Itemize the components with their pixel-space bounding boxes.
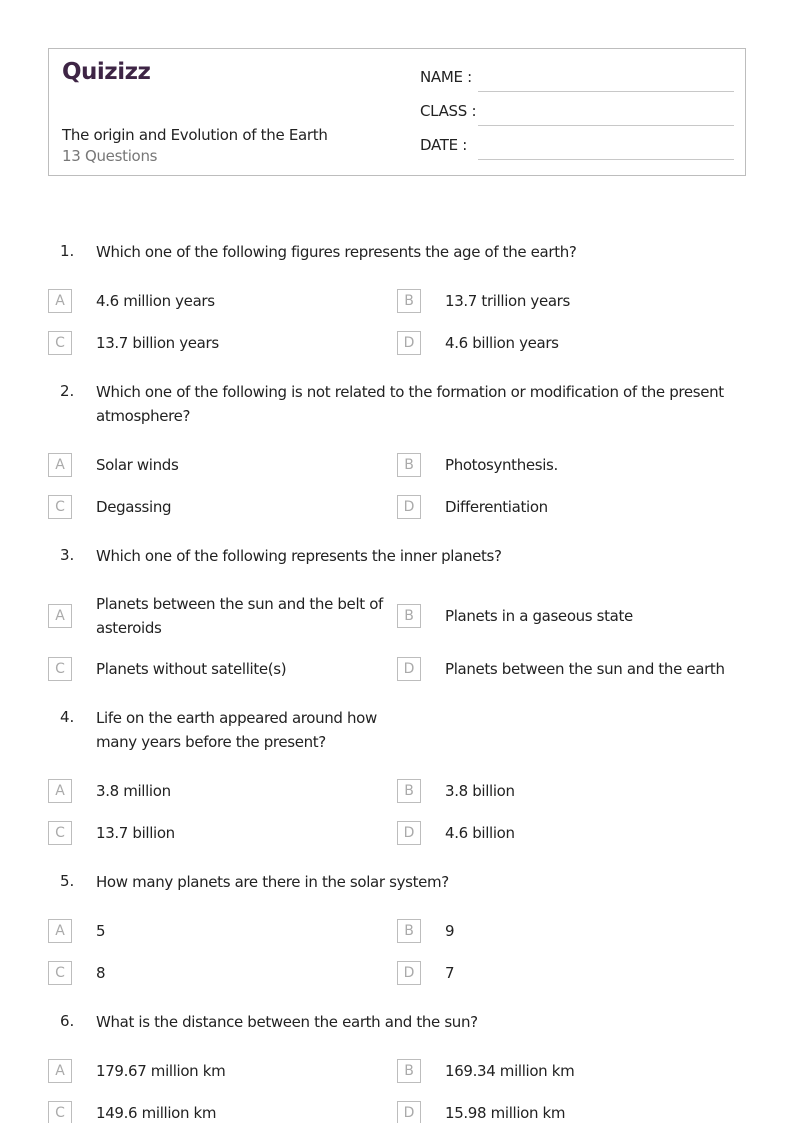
- quiz-title: The origin and Evolution of the Earth: [62, 126, 328, 144]
- option-text: 5: [96, 922, 106, 940]
- question-number: 3.: [60, 546, 75, 564]
- option-text: 3.8 million: [96, 782, 171, 800]
- option-5c[interactable]: [48, 961, 348, 985]
- option-2b[interactable]: [397, 453, 737, 477]
- option-letter: A: [48, 604, 72, 628]
- option-3c[interactable]: [48, 657, 348, 681]
- option-1b[interactable]: [397, 289, 737, 313]
- option-letter: C: [48, 961, 72, 985]
- option-text: Degassing: [96, 498, 172, 516]
- question-text: Life on the earth appeared around how many years before the present?: [96, 709, 377, 751]
- option-letter: B: [397, 779, 421, 803]
- option-text: 149.6 million km: [96, 1104, 217, 1122]
- question-text: Which one of the following is not related to the formation or modification of the present atmosphere?: [96, 383, 724, 425]
- option-3a[interactable]: [48, 595, 396, 637]
- option-letter: B: [397, 604, 421, 628]
- option-letter: C: [48, 495, 72, 519]
- option-5d[interactable]: [397, 961, 737, 985]
- name-input-line[interactable]: [478, 91, 734, 92]
- option-letter: D: [397, 961, 421, 985]
- option-text: 13.7 trillion years: [445, 292, 570, 310]
- date-field[interactable]: [420, 136, 734, 160]
- date-input-line[interactable]: [478, 159, 734, 160]
- option-text: 4.6 billion: [445, 824, 515, 842]
- option-text: 3.8 billion: [445, 782, 515, 800]
- option-letter: A: [48, 1059, 72, 1083]
- option-4c[interactable]: [48, 821, 348, 845]
- question-number: 4.: [60, 708, 75, 726]
- option-text: Photosynthesis.: [445, 456, 558, 474]
- option-text: Differentiation: [445, 498, 548, 516]
- option-text: 8: [96, 964, 106, 982]
- name-field[interactable]: [420, 68, 734, 92]
- option-text: 7: [445, 964, 455, 982]
- class-field[interactable]: [420, 102, 734, 126]
- option-letter: D: [397, 657, 421, 681]
- class-label: CLASS :: [420, 102, 477, 120]
- option-text: Planets between the sun and the belt of asteroids: [96, 595, 383, 637]
- option-text: 13.7 billion: [96, 824, 175, 842]
- option-letter: D: [397, 331, 421, 355]
- option-text: 15.98 million km: [445, 1104, 566, 1122]
- option-6d[interactable]: [397, 1101, 737, 1123]
- option-text: Planets without satellite(s): [96, 660, 287, 678]
- option-letter: D: [397, 821, 421, 845]
- option-letter: A: [48, 919, 72, 943]
- option-text: Planets between the sun and the earth: [445, 660, 725, 678]
- option-letter: C: [48, 331, 72, 355]
- option-text: 179.67 million km: [96, 1062, 226, 1080]
- option-2c[interactable]: [48, 495, 348, 519]
- option-2d[interactable]: [397, 495, 737, 519]
- option-1a[interactable]: [48, 289, 348, 313]
- option-text: 169.34 million km: [445, 1062, 575, 1080]
- option-text: Planets in a gaseous state: [445, 607, 633, 625]
- option-text: 4.6 million years: [96, 292, 215, 310]
- question-text: How many planets are there in the solar system?: [96, 873, 449, 891]
- option-text: Solar winds: [96, 456, 179, 474]
- option-4d[interactable]: [397, 821, 737, 845]
- option-text: 13.7 billion years: [96, 334, 219, 352]
- quizizz-logo: Quizizz: [62, 59, 151, 85]
- option-5b[interactable]: [397, 919, 737, 943]
- option-5a[interactable]: [48, 919, 348, 943]
- option-6b[interactable]: [397, 1059, 737, 1083]
- option-2a[interactable]: [48, 453, 348, 477]
- question-text: What is the distance between the earth and the sun?: [96, 1013, 478, 1031]
- option-letter: A: [48, 779, 72, 803]
- option-6a[interactable]: [48, 1059, 348, 1083]
- option-letter: B: [397, 453, 421, 477]
- option-letter: B: [397, 1059, 421, 1083]
- question-count: 13 Questions: [62, 147, 158, 165]
- option-letter: B: [397, 919, 421, 943]
- option-letter: D: [397, 495, 421, 519]
- class-input-line[interactable]: [478, 125, 734, 126]
- option-letter: D: [397, 1101, 421, 1123]
- option-letter: A: [48, 289, 72, 313]
- option-text: 4.6 billion years: [445, 334, 559, 352]
- option-6c[interactable]: [48, 1101, 348, 1123]
- option-letter: B: [397, 289, 421, 313]
- date-label: DATE :: [420, 136, 468, 154]
- question-number: 5.: [60, 872, 75, 890]
- question-number: 6.: [60, 1012, 75, 1030]
- name-label: NAME :: [420, 68, 472, 86]
- option-1d[interactable]: [397, 331, 737, 355]
- option-text: 9: [445, 922, 455, 940]
- option-1c[interactable]: [48, 331, 348, 355]
- option-4b[interactable]: [397, 779, 737, 803]
- question-text: Which one of the following figures represents the age of the earth?: [96, 243, 577, 261]
- worksheet-header: [48, 48, 746, 176]
- question-number: 1.: [60, 242, 75, 260]
- question-text: Which one of the following represents the inner planets?: [96, 547, 502, 565]
- option-letter: C: [48, 821, 72, 845]
- option-letter: A: [48, 453, 72, 477]
- question-number: 2.: [60, 382, 75, 400]
- option-3d[interactable]: [397, 657, 737, 681]
- option-letter: C: [48, 1101, 72, 1123]
- option-letter: C: [48, 657, 72, 681]
- option-4a[interactable]: [48, 779, 348, 803]
- option-3b[interactable]: [397, 604, 737, 628]
